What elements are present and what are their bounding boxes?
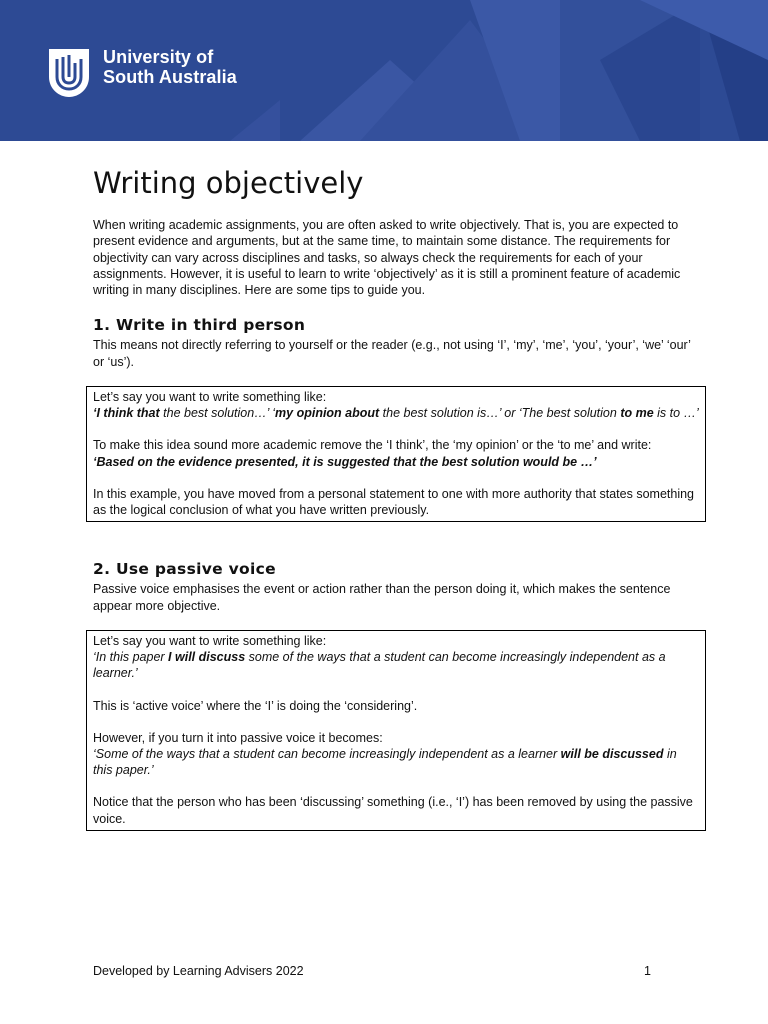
box2-conclusion: Notice that the person who has been ‘discussing’ something (i.e., ‘I’) has been removed by using the passive voice. bbox=[93, 795, 693, 826]
box2-example-active: ‘In this paper I will discuss some of the ways that a student can become increasingly independent as a learner.’ bbox=[93, 650, 666, 681]
page-number: 1 bbox=[644, 964, 651, 978]
page-footer bbox=[93, 964, 651, 978]
box1-intro-line: Let’s say you want to write something like: bbox=[93, 390, 327, 405]
logo-line-1: University of bbox=[103, 47, 214, 67]
unisa-crest-icon bbox=[47, 47, 91, 99]
section-2-heading: 2. Use passive voice bbox=[93, 560, 276, 579]
box2-passive-intro: However, if you turn it into passive voice it becomes: bbox=[93, 730, 383, 745]
header-banner bbox=[0, 0, 768, 141]
section-2-text: Passive voice emphasises the event or action rather than the person doing it, which makes the sentence appear more objective. bbox=[93, 582, 671, 613]
section-1-heading: 1. Write in third person bbox=[93, 316, 306, 335]
document-body bbox=[93, 163, 705, 831]
box1-example-first-person: ‘I think that the best solution…’ ‘my opinion about the best solution is…’ or ‘The best solution to me is to …’ bbox=[93, 406, 699, 421]
box2-intro-line: Let’s say you want to write something like: bbox=[93, 633, 327, 648]
box2-active-note: This is ‘active voice’ where the ‘I’ is doing the ‘considering’. bbox=[93, 698, 418, 713]
university-logo bbox=[47, 47, 237, 99]
page-title: Writing objectively bbox=[93, 166, 364, 200]
intro-paragraph: When writing academic assignments, you are often asked to write objectively. That is, you are expected to present evidence and arguments, but at the same time, to maintain some distance. The requirements for objectivity can vary across disciplines and tasks, so always check the requirements for each of your assignments. However, it is useful to learn to write ‘objectively’ as it is still a prominent feature of academic writing in many disciplines. Here are some tips to guide you. bbox=[93, 218, 681, 298]
footer-credit: Developed by Learning Advisers 2022 bbox=[93, 964, 304, 978]
section-1-text: This means not directly referring to yourself or the reader (e.g., not using ‘I’, ‘my’, ‘me’, ‘you’, ‘your’, ‘we’ ‘our’ or ‘us’). bbox=[93, 338, 691, 369]
example-box-third-person bbox=[86, 386, 706, 522]
university-name bbox=[103, 47, 237, 87]
box1-instruction: To make this idea sound more academic remove the ‘I think’, the ‘my opinion’ or the ‘to me’ and write: bbox=[93, 438, 652, 453]
logo-line-2: South Australia bbox=[103, 67, 237, 87]
box1-explanation: In this example, you have moved from a personal statement to one with more authority that states something as the logical conclusion of what you have written previously. bbox=[93, 486, 695, 518]
example-box-passive-voice bbox=[86, 630, 706, 831]
box1-example-academic: ‘Based on the evidence presented, it is suggested that the best solution would be …’ bbox=[93, 454, 597, 469]
box2-example-passive: ‘Some of the ways that a student can become increasingly independent as a learner will be discussed in this paper.’ bbox=[93, 746, 677, 778]
